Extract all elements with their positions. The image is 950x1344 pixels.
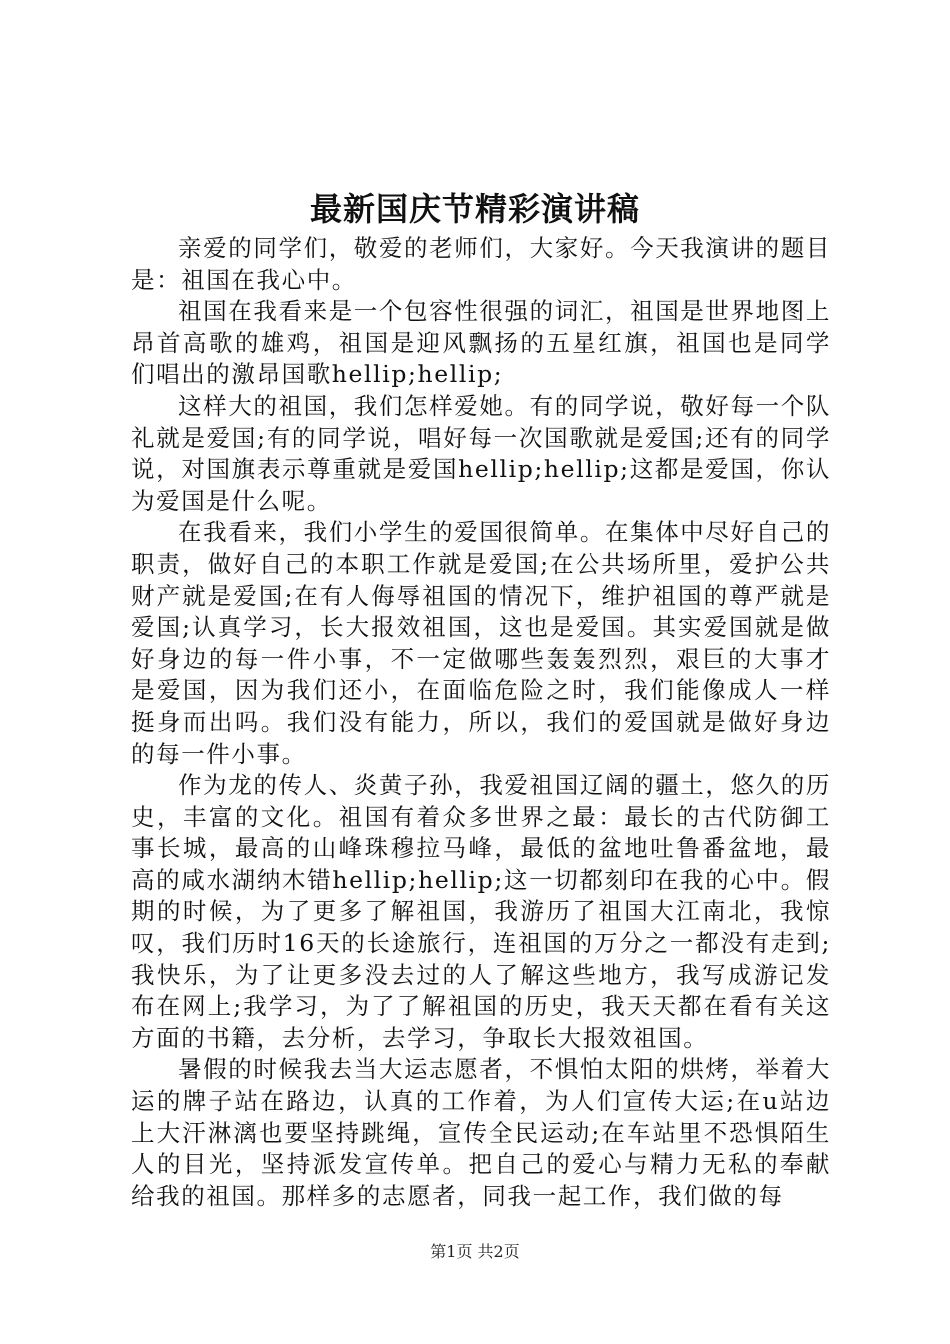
paragraph-motherland-meaning: 祖国在我看来是一个包容性很强的词汇，祖国是世界地图上昂首高歌的雄鸡，祖国是迎风飘扬的五星红旗，祖国也是同学们唱出的激昂国歌hellip;hellip;: [131, 297, 831, 389]
page-number-footer: 第1页 共2页: [430, 1242, 520, 1261]
paragraph-heritage-travel: 作为龙的传人、炎黄子孙，我爱祖国辽阔的疆土，悠久的历史，丰富的文化。祖国有着众多世界之最：最长的古代防御工事长城，最高的山峰珠穆拉马峰，最低的盆地吐鲁番盆地，最高的咸水湖纳木错hellip;hellip;这一切都刻印在我的心中。假期的时候，为了更多了解祖国，我游历了祖国大江南北，我惊叹，我们历时16天的长途旅行，连祖国的万分之一都没有走到;我快乐，为了让更多没去过的人了解这些地方，我写成游记发布在网上;我学习，为了了解祖国的历史，我天天都在看有关这方面的书籍，去分析，去学习，争取长大报效祖国。: [131, 771, 831, 1052]
paragraph-how-to-love: 这样大的祖国，我们怎样爱她。有的同学说，敬好每一个队礼就是爱国;有的同学说，唱好每一次国歌就是爱国;还有的同学说，对国旗表示尊重就是爱国hellip;hellip;这都是爱国，你认为爱国是什么呢。: [131, 391, 831, 515]
paragraph-greeting: 亲爱的同学们，敬爱的老师们，大家好。今天我演讲的题目是：祖国在我心中。: [131, 234, 831, 294]
paragraph-volunteer: 暑假的时候我去当大运志愿者，不惧怕太阳的烘烤，举着大运的牌子站在路边，认真的工作着，为人们宣传大运;在u站边上大汗淋漓也要坚持跳绳，宣传全民运动;在车站里不恐惧陌生人的目光，坚持派发宣传单。把自己的爱心与精力无私的奉献给我的祖国。那样多的志愿者，同我一起工作，我们做的每: [131, 1055, 831, 1210]
document-title: 最新国庆节精彩演讲稿: [309, 190, 640, 228]
document-body: [131, 233, 831, 1212]
paragraph-student-patriotism: 在我看来，我们小学生的爱国很简单。在集体中尽好自己的职责，做好自己的本职工作就是爱国;在公共场所里，爱护公共财产就是爱国;在有人侮辱祖国的情况下，维护祖国的尊严就是爱国;认真学习，长大报效祖国，这也是爱国。其实爱国就是做好身边的每一件小事，不一定做哪些轰轰烈烈，艰巨的大事才是爱国，因为我们还小，在面临危险之时，我们能像成人一样挺身而出吗。我们没有能力，所以，我们的爱国就是做好身边的每一件小事。: [131, 518, 831, 768]
